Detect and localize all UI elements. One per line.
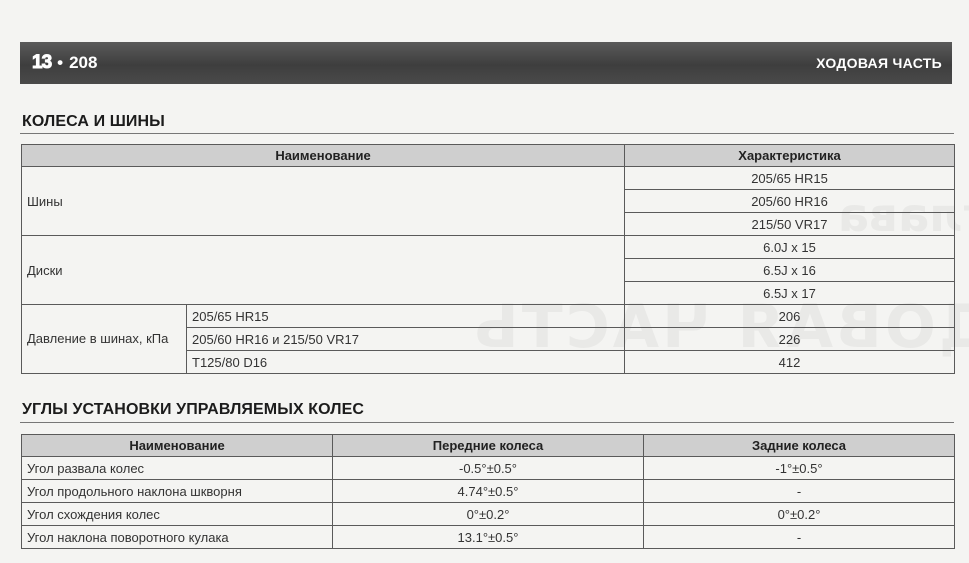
table-cell: 0°±0.2° — [333, 503, 644, 526]
table-cell: -0.5°±0.5° — [333, 457, 644, 480]
table-cell: 6.0J x 15 — [625, 236, 955, 259]
tires-label: Шины — [22, 167, 625, 236]
chapter-number: 13 — [32, 52, 52, 73]
section-title: ХОДОВАЯ ЧАСТЬ — [816, 55, 942, 71]
table-row — [22, 503, 955, 526]
column-header: Наименование — [22, 435, 333, 457]
table-cell: 0°±0.2° — [644, 503, 955, 526]
table-cell: 6.5J x 17 — [625, 282, 955, 305]
table-cell: 205/60 HR16 и 215/50 VR17 — [187, 328, 625, 351]
table-cell: 205/65 HR15 — [625, 167, 955, 190]
page-header — [20, 42, 952, 84]
table-row — [22, 236, 955, 259]
column-header: Характеристика — [625, 145, 955, 167]
table-cell: -1°±0.5° — [644, 457, 955, 480]
table-header-row — [22, 145, 955, 167]
pressure-label: Давление в шинах, кПа — [22, 305, 187, 374]
table-cell: 215/50 VR17 — [625, 213, 955, 236]
heading-rule — [20, 133, 954, 134]
table-cell: 226 — [625, 328, 955, 351]
column-header: Наименование — [22, 145, 625, 167]
table-cell: 205/60 HR16 — [625, 190, 955, 213]
separator: • — [57, 53, 64, 72]
table-cell: - — [644, 526, 955, 549]
table-cell: 13.1°±0.5° — [333, 526, 644, 549]
table-row — [22, 305, 955, 328]
table-cell: 4.74°±0.5° — [333, 480, 644, 503]
table-cell: 205/65 HR15 — [187, 305, 625, 328]
alignment-heading: УГЛЫ УСТАНОВКИ УПРАВЛЯЕМЫХ КОЛЕС — [22, 401, 365, 418]
table-header-row — [22, 435, 955, 457]
column-header: Задние колеса — [644, 435, 955, 457]
heading-rule — [20, 422, 954, 423]
table-row — [22, 167, 955, 190]
table-row — [22, 526, 955, 549]
wheels-table — [21, 144, 955, 374]
table-row — [22, 480, 955, 503]
table-cell: T125/80 D16 — [187, 351, 625, 374]
table-cell: 412 — [625, 351, 955, 374]
rims-label: Диски — [22, 236, 625, 305]
column-header: Передние колеса — [333, 435, 644, 457]
page-number-value: 208 — [69, 53, 98, 72]
table-cell: Угол наклона поворотного кулака — [22, 526, 333, 549]
table-cell: Угол продольного наклона шкворня — [22, 480, 333, 503]
page-number — [32, 52, 97, 74]
wheels-heading: КОЛЕСА И ШИНЫ — [22, 113, 165, 130]
table-row — [22, 457, 955, 480]
alignment-table — [21, 434, 955, 549]
table-cell: 206 — [625, 305, 955, 328]
table-cell: Угол развала колес — [22, 457, 333, 480]
table-cell: Угол схождения колес — [22, 503, 333, 526]
table-cell: 6.5J x 16 — [625, 259, 955, 282]
table-cell: - — [644, 480, 955, 503]
